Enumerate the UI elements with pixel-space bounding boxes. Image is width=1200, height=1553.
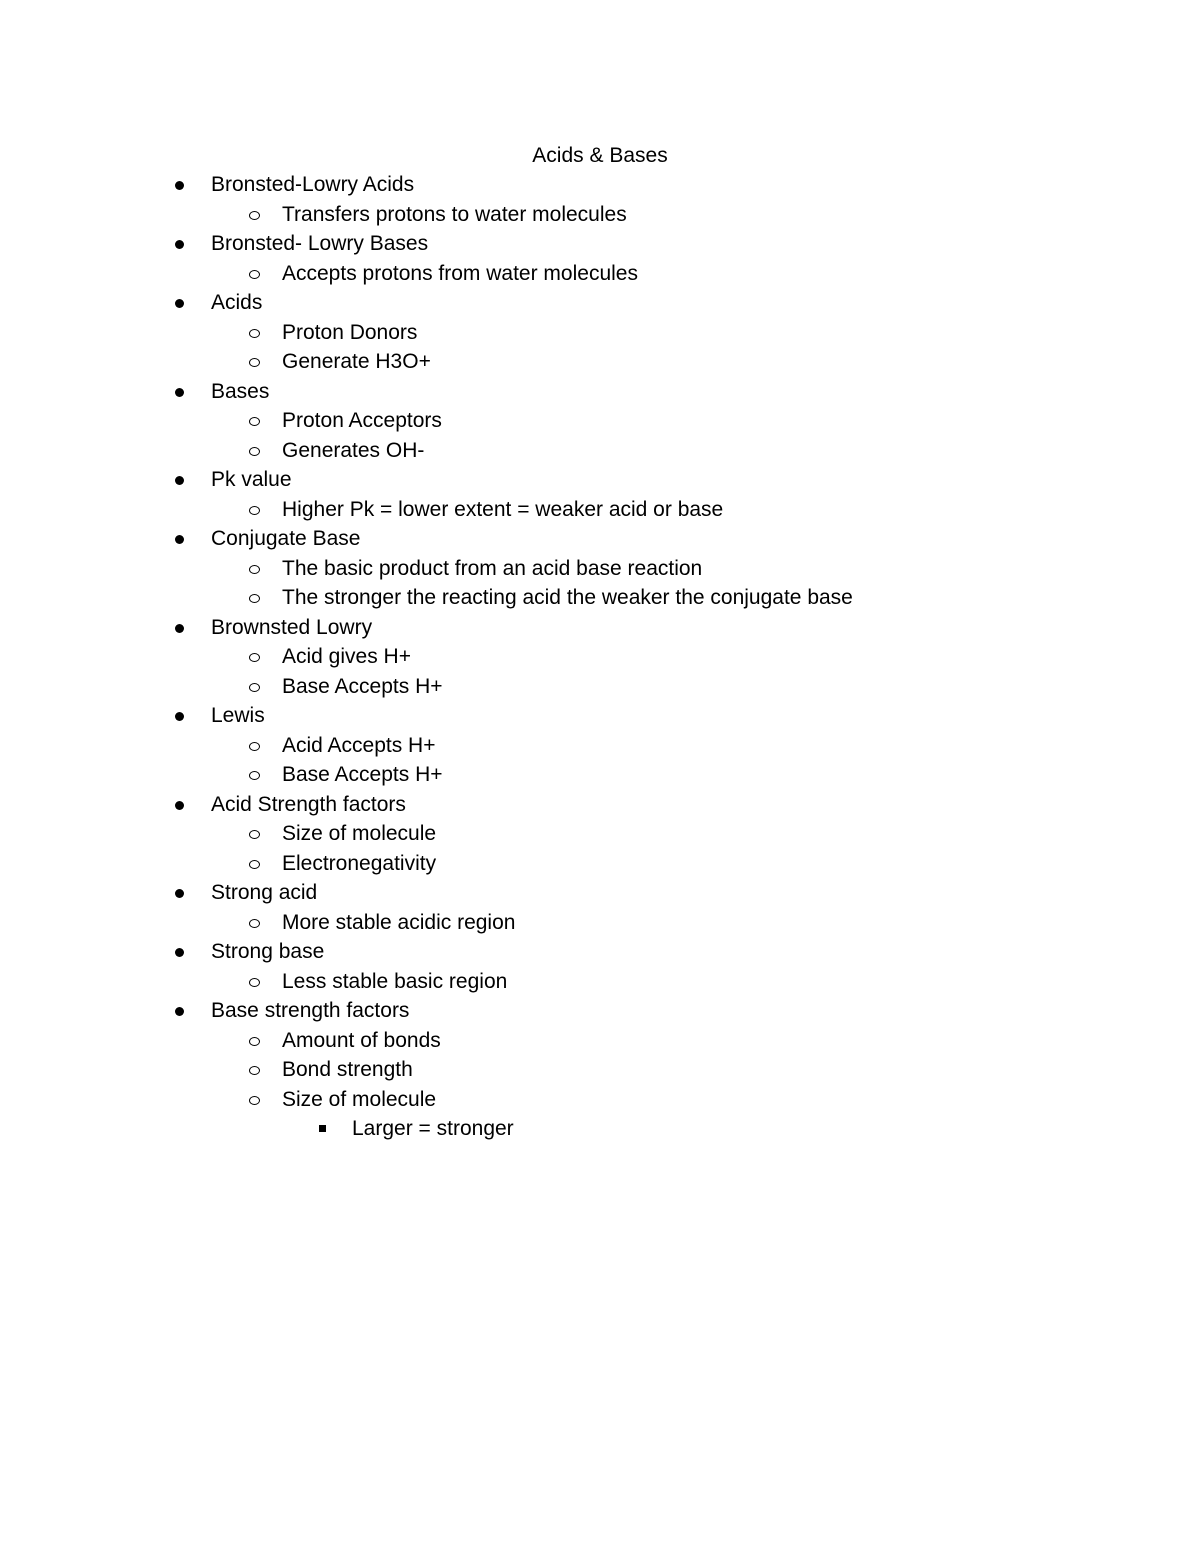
sub-list-item (0, 260, 1200, 288)
sub-bullet-icon (249, 653, 260, 662)
list-item-text: The basic product from an acid base reaction (282, 556, 703, 580)
list-item-text: Size of molecule (282, 1087, 437, 1111)
list-item-text: Proton Acceptors (282, 409, 442, 432)
sub-bullet-icon (249, 447, 260, 456)
list-item-text: Lewis (211, 704, 265, 727)
list-item-text: Strong base (211, 940, 325, 963)
list-item-text: Pk value (211, 468, 292, 491)
list-item-text: Conjugate Base (211, 527, 361, 550)
list-item-text: Bond strength (282, 1058, 413, 1081)
sub-bullet-icon (249, 329, 260, 338)
list-item-text: Transfers protons to water molecules (282, 202, 627, 226)
square-bullet-icon (319, 1125, 326, 1132)
sub-list-item (0, 968, 1200, 996)
list-item-text: Strong acid (211, 881, 318, 904)
list-item-text: Electronegativity (282, 851, 437, 875)
sub-list-item (0, 319, 1200, 347)
list-item-text: Accepts protons from water molecules (282, 261, 638, 285)
bullet-icon (175, 240, 184, 249)
sub-list-item (0, 407, 1200, 435)
list-item-text: Bronsted- Lowry Bases (211, 232, 429, 255)
bullet-icon (175, 712, 184, 721)
list-item-text: More stable acidic region (282, 910, 516, 934)
sub-bullet-icon (249, 683, 260, 692)
bullet-icon (175, 1007, 184, 1016)
list-item-text: Base Accepts H+ (282, 763, 443, 786)
sub-list-item (0, 201, 1200, 229)
sub-list-item (0, 348, 1200, 376)
list-item-text: Brownsted Lowry (211, 615, 373, 639)
bullet-icon (175, 535, 184, 544)
sub-bullet-icon (249, 270, 260, 279)
sub-list-item (0, 732, 1200, 760)
list-item (0, 702, 1200, 730)
list-item-text: Less stable basic region (282, 969, 508, 993)
sub-bullet-icon (249, 742, 260, 751)
list-item-text: The stronger the reacting acid the weaker the conjugate base (282, 586, 853, 609)
bullet-icon (175, 948, 184, 957)
list-item-text: Amount of bonds (282, 1028, 441, 1052)
document-title: Acids & Bases (532, 144, 668, 167)
list-item (0, 997, 1200, 1025)
bullet-icon (175, 299, 184, 308)
bullet-icon (175, 388, 184, 397)
sub-list-item (0, 584, 1200, 612)
list-item (0, 466, 1200, 494)
sub-list-item (0, 820, 1200, 848)
list-item (0, 171, 1200, 199)
sub-list-item (0, 1027, 1200, 1055)
sub-list-item (0, 643, 1200, 671)
list-item-text: Base Accepts H+ (282, 674, 443, 698)
sub-bullet-icon (249, 1037, 260, 1046)
bullet-icon (175, 889, 184, 898)
list-item-text: Proton Donors (282, 320, 418, 344)
list-item (0, 879, 1200, 907)
bullet-icon (175, 181, 184, 190)
sub-bullet-icon (249, 830, 260, 839)
sub-list-item (0, 909, 1200, 937)
sub-list-item (0, 437, 1200, 465)
list-item-text: Bases (211, 379, 270, 403)
sub-list-item (0, 1056, 1200, 1084)
sub-bullet-icon (249, 417, 260, 426)
list-item (0, 230, 1200, 258)
bullet-icon (175, 801, 184, 810)
sub-list-item (0, 496, 1200, 524)
list-item (0, 289, 1200, 317)
list-item-text: Bronsted-Lowry Acids (211, 173, 415, 196)
list-item-text: Larger = stronger (352, 1117, 514, 1140)
list-item-text: Base strength factors (211, 999, 410, 1022)
list-item-text: Generate H3O+ (282, 350, 431, 373)
sub-sub-list-item (0, 1115, 1200, 1143)
list-item-text: Higher Pk = lower extent = weaker acid or base (282, 497, 724, 521)
list-item (0, 525, 1200, 553)
sub-bullet-icon (249, 1066, 260, 1075)
sub-bullet-icon (249, 506, 260, 515)
bullet-icon (175, 624, 184, 633)
sub-list-item (0, 673, 1200, 701)
list-item (0, 938, 1200, 966)
sub-list-item (0, 850, 1200, 878)
list-item-text: Size of molecule (282, 822, 437, 845)
sub-bullet-icon (249, 771, 260, 780)
sub-list-item (0, 555, 1200, 583)
sub-bullet-icon (249, 211, 260, 220)
sub-bullet-icon (249, 565, 260, 574)
sub-bullet-icon (249, 919, 260, 928)
list-item-text: Acid Strength factors (211, 792, 406, 816)
list-item-text: Acid gives H+ (282, 645, 411, 668)
list-item (0, 378, 1200, 406)
sub-list-item (0, 1086, 1200, 1114)
list-item-text: Acids (211, 291, 263, 314)
sub-bullet-icon (249, 1096, 260, 1105)
sub-bullet-icon (249, 978, 260, 987)
sub-bullet-icon (249, 594, 260, 603)
bullet-icon (175, 476, 184, 485)
list-item-text: Acid Accepts H+ (282, 733, 436, 757)
sub-list-item (0, 761, 1200, 789)
sub-bullet-icon (249, 860, 260, 869)
list-item-text: Generates OH- (282, 438, 425, 462)
list-item (0, 791, 1200, 819)
list-item (0, 614, 1200, 642)
sub-bullet-icon (249, 358, 260, 367)
